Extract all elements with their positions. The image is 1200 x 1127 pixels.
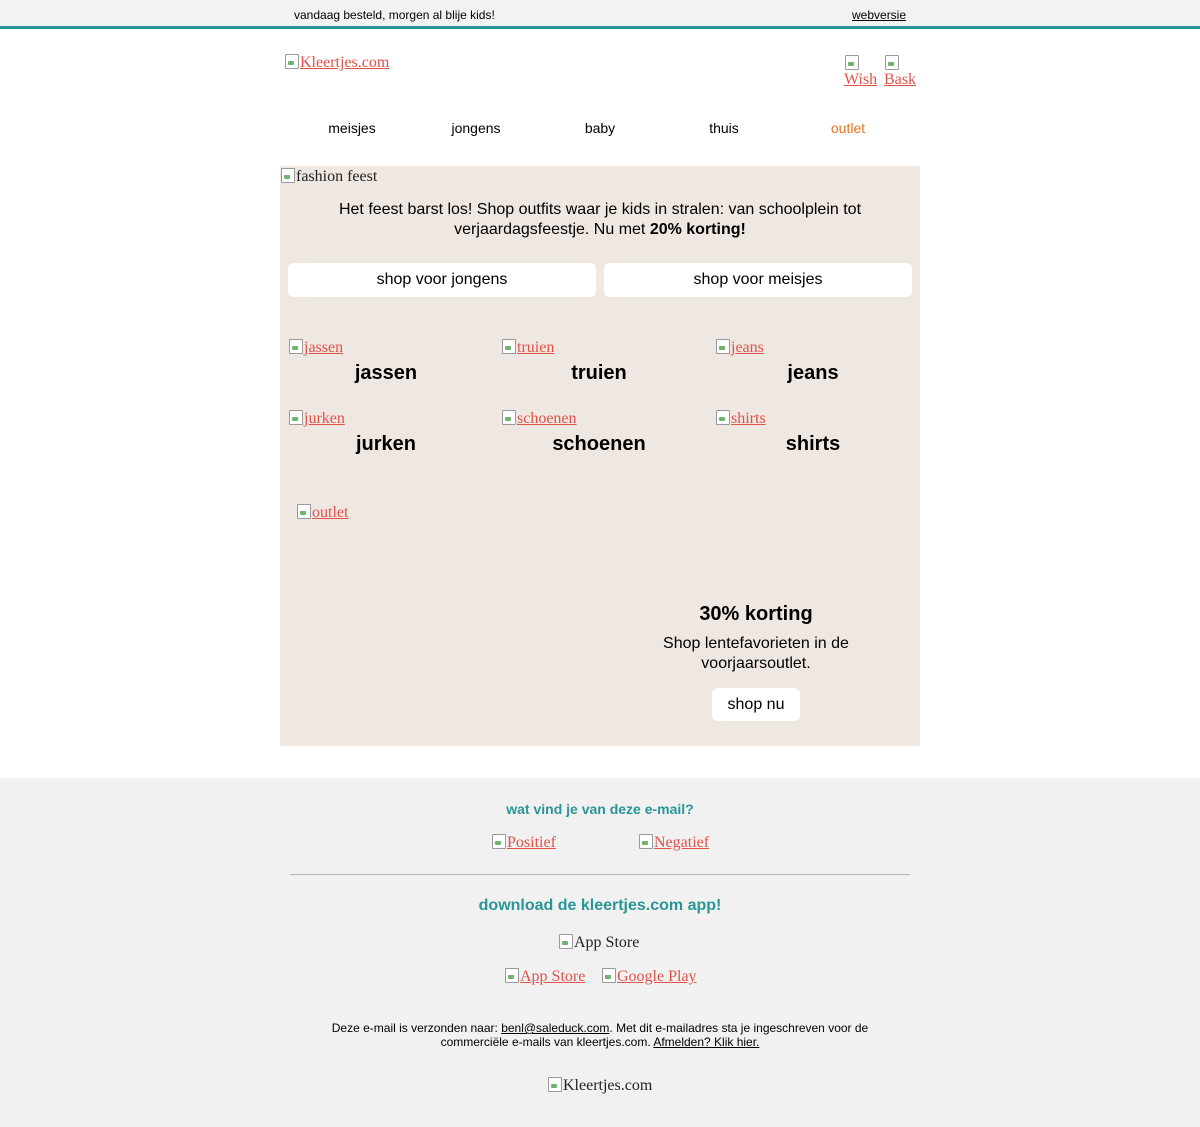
app-image-alt: App Store xyxy=(574,934,640,951)
category-label[interactable]: truien xyxy=(571,362,627,384)
broken-image-icon xyxy=(715,409,731,425)
category-image-alt: jurken xyxy=(304,410,345,427)
hero-text-main: Het feest barst los! Shop outfits waar je kids in stralen: van schoolplein tot verjaardagsfeestje. Nu met xyxy=(338,201,862,238)
broken-image-icon xyxy=(288,409,304,425)
broken-image-icon xyxy=(280,167,296,183)
category-label[interactable]: shirts xyxy=(785,433,841,455)
nav-item-jongens[interactable]: jongens xyxy=(451,120,501,136)
broken-image-icon xyxy=(547,1076,563,1092)
broken-image-icon xyxy=(558,933,574,949)
nav-item-thuis[interactable]: thuis xyxy=(709,120,739,136)
category-image-alt: truien xyxy=(517,339,555,356)
broken-image-icon xyxy=(638,833,654,849)
legal-middle: . Met dit e-mailadres sta je ingeschreven voor de commerciële e-mails van kleertjes.com. xyxy=(440,1021,869,1049)
category-label[interactable]: jurken xyxy=(355,433,417,455)
category-image-alt: shirts xyxy=(731,410,766,427)
category-image-link[interactable] xyxy=(288,409,345,428)
broken-image-icon xyxy=(284,53,300,69)
main-nav xyxy=(290,120,910,136)
outlet-title: 30% korting xyxy=(699,603,813,625)
negative-alt: Negatief xyxy=(654,834,710,851)
category-image-link[interactable] xyxy=(715,409,766,428)
category-image-link[interactable] xyxy=(288,338,343,357)
positive-alt: Positief xyxy=(507,834,556,851)
hero-text-bold: 20% korting! xyxy=(649,221,746,238)
broken-image-icon xyxy=(844,54,860,70)
google-play-alt: Google Play xyxy=(617,968,697,985)
logo-alt: Kleertjes.com xyxy=(300,54,390,71)
nav-item-outlet[interactable]: outlet xyxy=(830,120,866,136)
broken-image-icon xyxy=(288,338,304,354)
google-play-link[interactable] xyxy=(601,967,697,986)
category-label[interactable]: jassen xyxy=(354,362,418,384)
app-image xyxy=(558,933,639,952)
category-image-alt: schoenen xyxy=(517,410,577,427)
category-image-link[interactable] xyxy=(501,409,577,428)
feedback-negative-link[interactable] xyxy=(638,833,709,852)
broken-image-icon xyxy=(296,503,312,519)
unsubscribe-link[interactable]: Afmelden? Klik hier. xyxy=(653,1035,760,1049)
broken-image-icon xyxy=(601,967,617,983)
footer xyxy=(0,778,1200,1127)
webversie-link[interactable]: webversie xyxy=(852,8,907,22)
broken-image-icon xyxy=(491,833,507,849)
email-link[interactable]: benl@saleduck.com xyxy=(501,1021,610,1035)
category-label[interactable]: jeans xyxy=(787,362,839,384)
hero-text xyxy=(320,200,880,240)
promo-text: vandaag besteld, morgen al blije kids! xyxy=(294,8,495,22)
shop-boys-button[interactable]: shop voor jongens xyxy=(288,263,596,297)
hero-panel xyxy=(280,166,920,746)
shop-girls-button[interactable]: shop voor meisjes xyxy=(604,263,912,297)
legal-text xyxy=(325,1021,875,1049)
category-image-link[interactable] xyxy=(715,338,764,357)
feedback-question: wat vind je van deze e-mail? xyxy=(506,801,694,817)
broken-image-icon xyxy=(715,338,731,354)
outlet-shop-button[interactable]: shop nu xyxy=(712,688,800,721)
category-label[interactable]: schoenen xyxy=(552,433,646,455)
broken-image-icon xyxy=(884,54,900,70)
category-image-alt: jeans xyxy=(731,339,764,356)
outlet-image-link[interactable] xyxy=(296,503,348,522)
top-bar xyxy=(0,0,1200,29)
broken-image-icon xyxy=(504,967,520,983)
hero-image xyxy=(280,167,377,186)
app-store-alt: App Store xyxy=(520,968,586,985)
app-store-link[interactable] xyxy=(504,967,585,986)
wishlist-alt: Wish xyxy=(844,71,878,88)
nav-item-meisjes[interactable]: meisjes xyxy=(328,120,376,136)
footer-logo-alt: Kleertjes.com xyxy=(563,1077,653,1094)
feedback-positive-link[interactable] xyxy=(491,833,556,852)
nav-item-baby[interactable]: baby xyxy=(584,120,616,136)
outlet-description: Shop lentefavorieten in de voorjaarsoutlet. xyxy=(663,635,849,672)
footer-divider xyxy=(290,874,910,875)
basket-alt: Bask xyxy=(884,71,916,88)
app-download-title: download de kleertjes.com app! xyxy=(478,897,722,914)
basket-link[interactable] xyxy=(884,54,918,88)
broken-image-icon xyxy=(501,409,517,425)
wishlist-link[interactable] xyxy=(844,54,878,88)
category-image-link[interactable] xyxy=(501,338,554,357)
category-image-alt: jassen xyxy=(304,339,344,356)
legal-prefix: Deze e-mail is verzonden naar: xyxy=(331,1021,502,1035)
broken-image-icon xyxy=(501,338,517,354)
outlet-image-alt: outlet xyxy=(312,504,349,521)
footer-logo xyxy=(547,1076,652,1095)
logo-link[interactable] xyxy=(284,53,389,72)
hero-image-alt: fashion feest xyxy=(296,168,378,185)
